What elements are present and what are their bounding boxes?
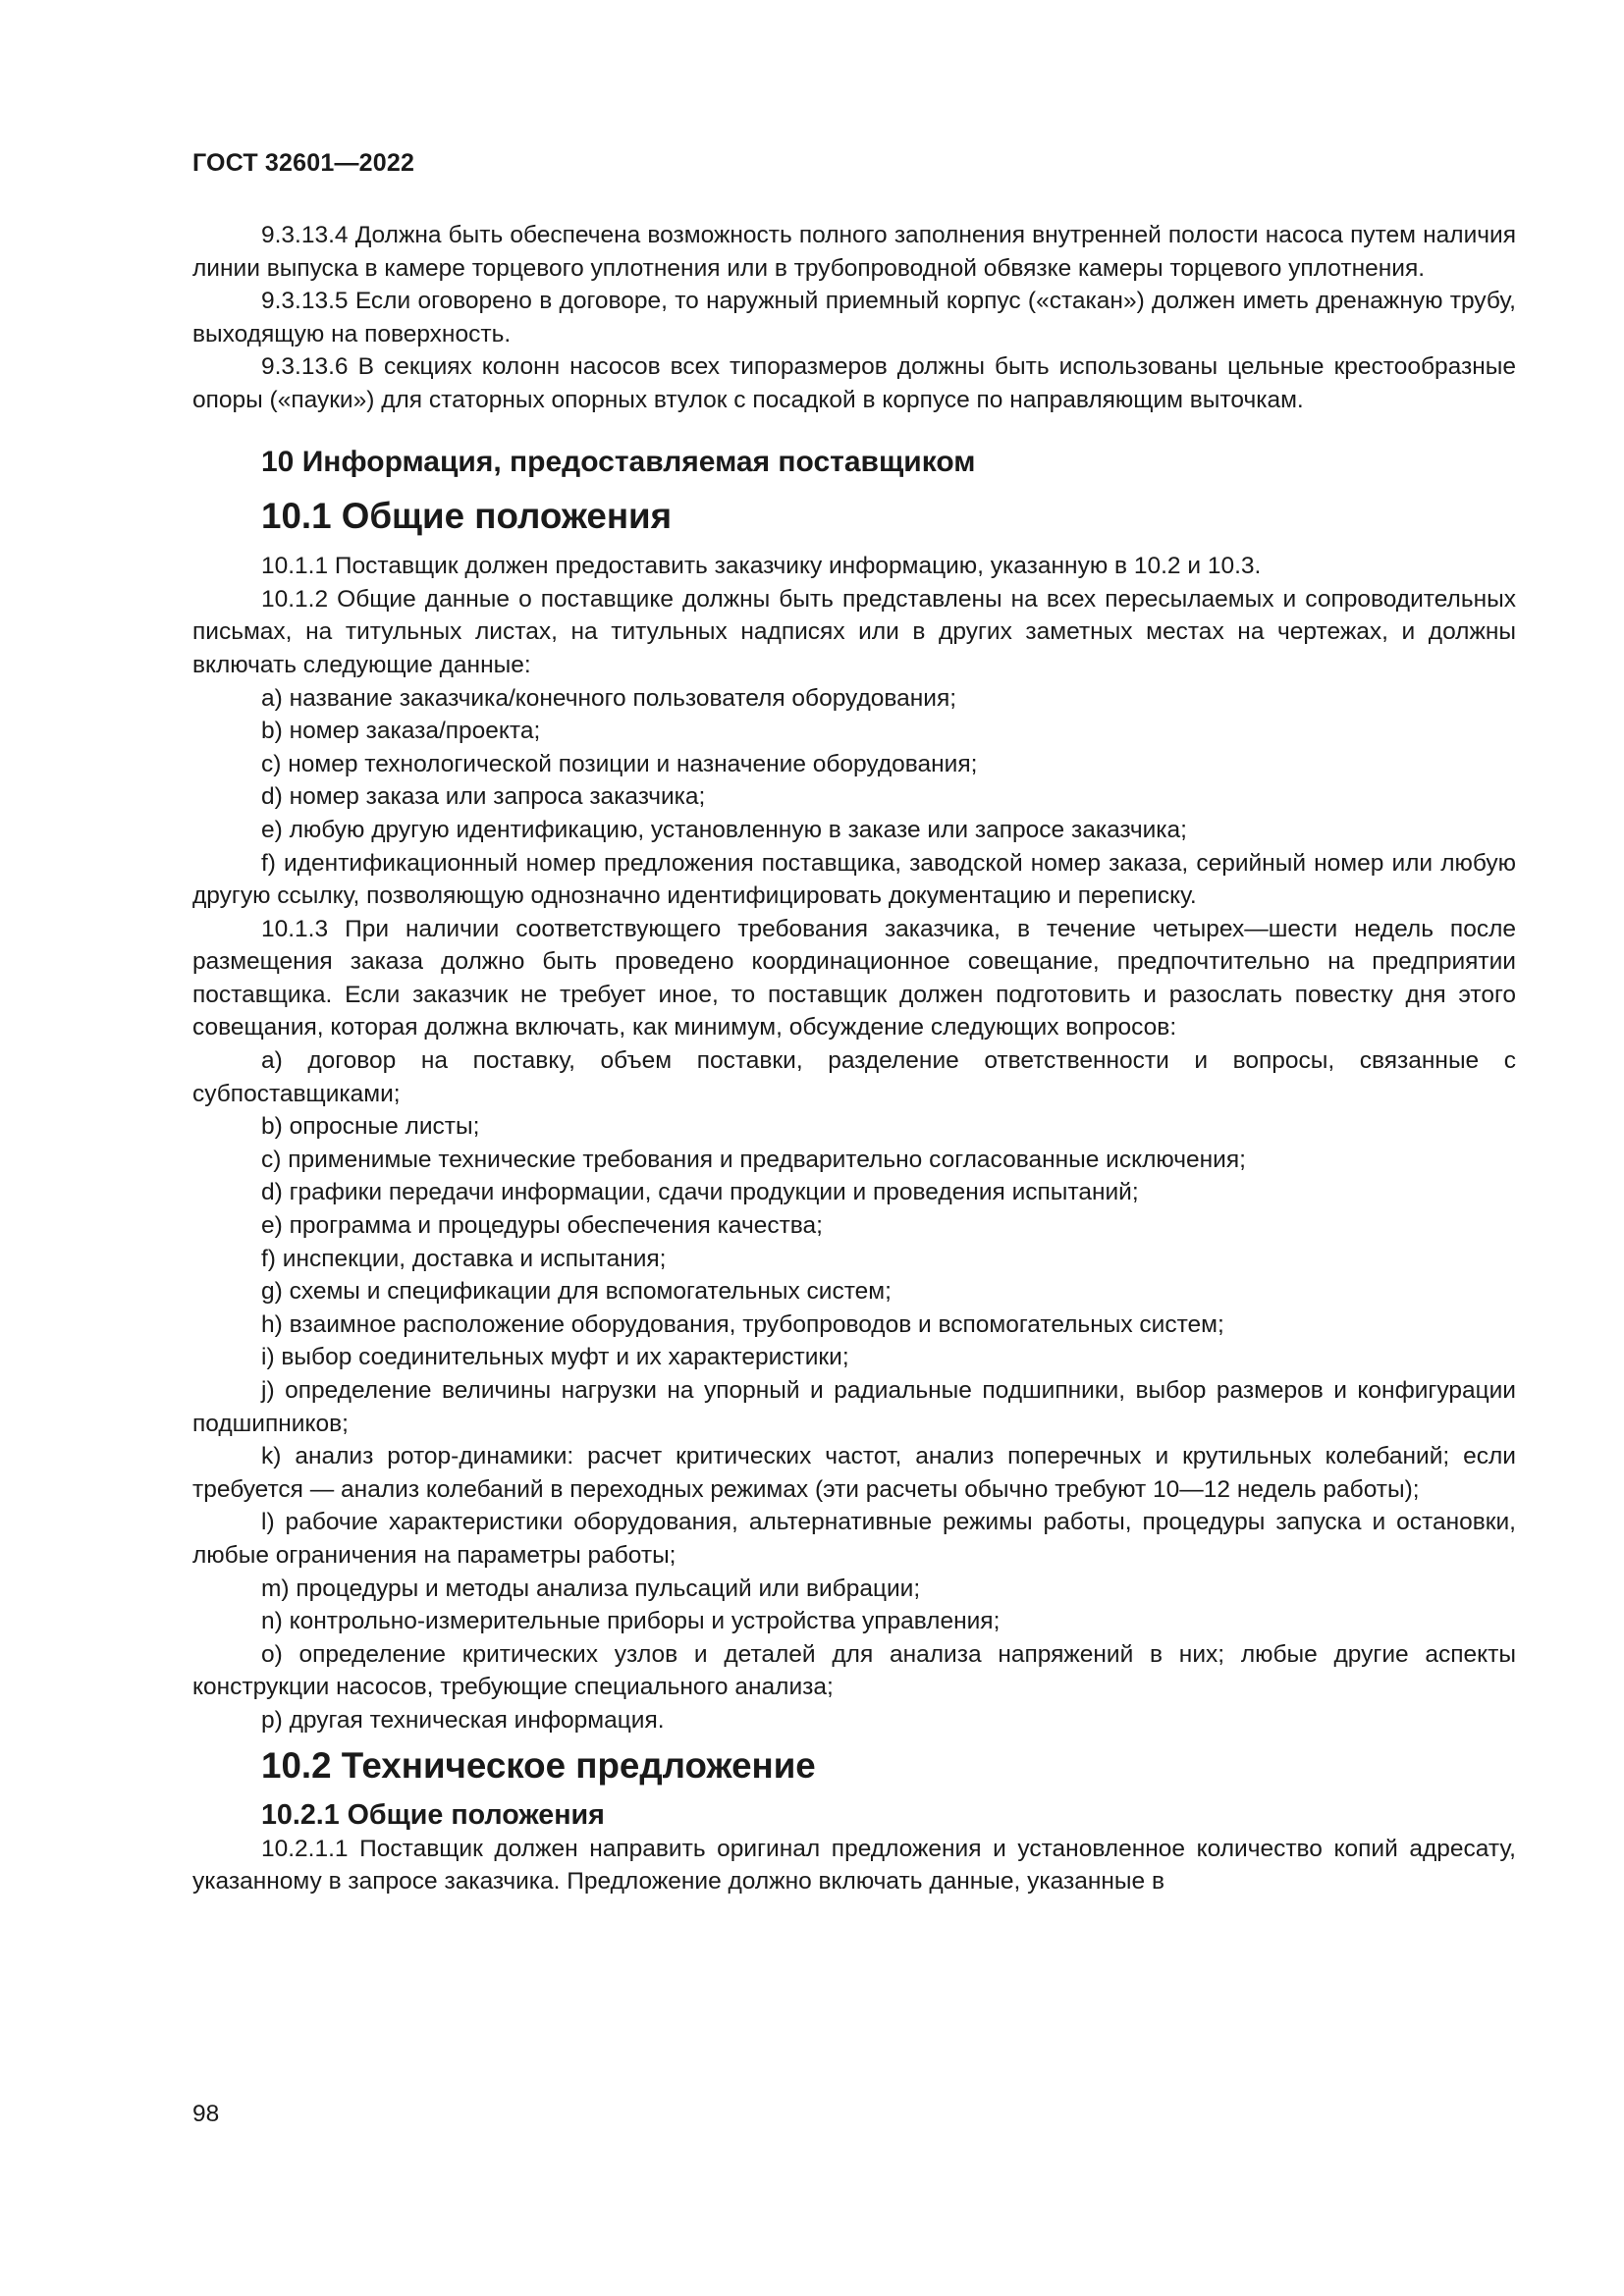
section-10-2-heading: 10.2 Техническое предложение	[261, 1744, 816, 1786]
list-item: n) контрольно-измерительные приборы и устройства управления;	[261, 1608, 1001, 1635]
list-item: c) номер технологической позиции и назначение оборудования;	[261, 750, 978, 777]
list-item: e) любую другую идентификацию, установленную в заказе или запросе заказчика;	[261, 816, 1187, 843]
list-item: m) процедуры и методы анализа пульсаций или вибрации;	[261, 1575, 921, 1602]
document-header: ГОСТ 32601—2022	[192, 149, 415, 177]
document-body	[192, 219, 1516, 1898]
list-item: k) анализ ротор-динамики: расчет критических частот, анализ поперечных и крутильных колебаний; если требуется — анализ колебаний в переходных режимах (эти расчеты обычно требуют 10—12 недель работы);	[192, 1443, 1516, 1503]
list-item: d) графики передачи информации, сдачи продукции и проведения испытаний;	[261, 1179, 1139, 1206]
paragraph-10-1-3: 10.1.3 При наличии соответствующего требования заказчика, в течение четырех—шести недель после размещения заказа должно быть проведено координационное совещание, предпочтительно на предприятии поставщика. Если заказчик не требует иное, то поставщик должен подготовить и разослать повестку дня этого совещания, которая должна включать, как минимум, обсуждение следующих вопросов:	[192, 915, 1516, 1041]
list-item: h) взаимное расположение оборудования, трубопроводов и вспомогательных систем;	[261, 1310, 1224, 1338]
list-item: a) договор на поставку, объем поставки, разделение ответственности и вопросы, связанные с субпоставщиками;	[192, 1047, 1516, 1107]
paragraph-9-3-13-5: 9.3.13.5 Если оговорено в договоре, то наружный приемный корпус («стакан») должен иметь дренажную трубу, выходящую на поверхность.	[192, 288, 1516, 347]
section-10-heading: 10 Информация, предоставляемая поставщиком	[261, 445, 976, 478]
list-item: f) идентификационный номер предложения поставщика, заводской номер заказа, серийный номер или любую другую ссылку, позволяющую однозначно идентифицировать документацию и переписку.	[192, 849, 1516, 910]
list-item: i) выбор соединительных муфт и их характеристики;	[261, 1344, 849, 1371]
list-item: f) инспекции, доставка и испытания;	[261, 1245, 667, 1272]
paragraph-10-1-2: 10.1.2 Общие данные о поставщике должны быть представлены на всех пересылаемых и сопроводительных письмах, на титульных листах, на титульных надписях или в других заметных местах на чертежах, и должны включать следующие данные:	[192, 585, 1516, 678]
paragraph-10-2-1-1: 10.2.1.1 Поставщик должен направить оригинал предложения и установленное количество копий адресату, указанному в запросе заказчика. Предложение должно включать данные, указанные в	[192, 1835, 1516, 1896]
list-item: p) другая техническая информация.	[261, 1706, 665, 1734]
list-item: e) программа и процедуры обеспечения качества;	[261, 1212, 823, 1240]
section-10-2-1-heading: 10.2.1 Общие положения	[261, 1799, 605, 1832]
list-item: o) определение критических узлов и деталей для анализа напряжений в них; любые другие аспекты конструкции насосов, требующие специального анализа;	[192, 1640, 1516, 1701]
list-item: l) рабочие характеристики оборудования, альтернативные режимы работы, процедуры запуска и остановки, любые ограничения на параметры работы;	[192, 1509, 1516, 1569]
page-number: 98	[192, 2101, 220, 2127]
list-item: g) схемы и спецификации для вспомогательных систем;	[261, 1278, 892, 1306]
paragraph-10-1-1: 10.1.1 Поставщик должен предоставить заказчику информацию, указанную в 10.2 и 10.3.	[261, 553, 1262, 580]
list-item: b) опросные листы;	[261, 1113, 480, 1141]
paragraph-9-3-13-6: 9.3.13.6 В секциях колонн насосов всех типоразмеров должны быть использованы цельные крестообразные опоры («пауки») для статорных опорных втулок с посадкой в корпусе по направляющим выточкам.	[192, 353, 1516, 413]
list-item: c) применимые технические требования и предварительно согласованные исключения;	[261, 1146, 1246, 1173]
section-10-1-heading: 10.1 Общие положения	[261, 495, 673, 536]
list-item: b) номер заказа/проекта;	[261, 718, 541, 745]
list-item: j) определение величины нагрузки на упорный и радиальные подшипники, выбор размеров и конфигурации подшипников;	[192, 1377, 1516, 1437]
list-item: d) номер заказа или запроса заказчика;	[261, 783, 706, 811]
paragraph-9-3-13-4: 9.3.13.4 Должна быть обеспечена возможность полного заполнения внутренней полости насоса путем наличия линии выпуска в камере торцевого уплотнения или в трубопроводной обвязке камеры торцевого уплотнения.	[192, 222, 1516, 282]
list-item: a) название заказчика/конечного пользователя оборудования;	[261, 684, 957, 712]
